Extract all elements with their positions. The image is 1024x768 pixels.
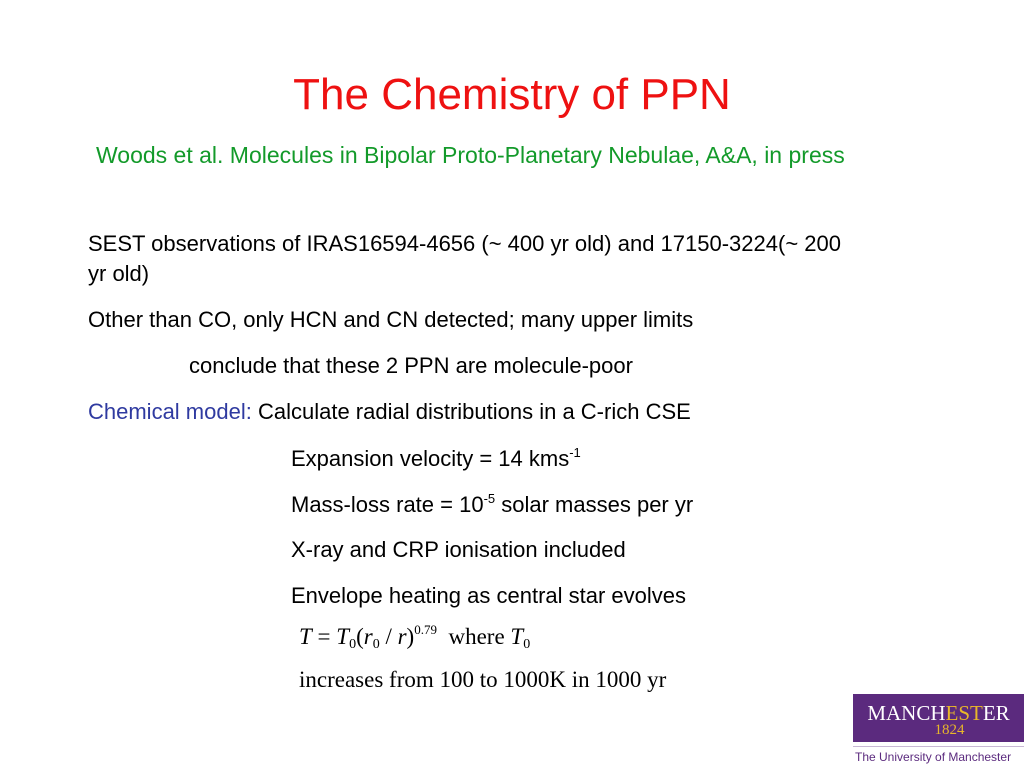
velocity-exponent: -1: [569, 445, 581, 460]
logo-university-name: The University of Manchester: [853, 746, 1024, 764]
bullet-sest-observations-line1: SEST observations of IRAS16594-4656 (~ 400 yr old) and 17150-3224(~ 200: [88, 231, 841, 256]
velocity-text: Expansion velocity = 14 kms: [291, 446, 570, 471]
eq-T0b: T: [510, 624, 524, 649]
chemical-model-label: Chemical model:: [88, 399, 252, 424]
chemical-model-text: Calculate radial distributions in a C-rich CSE: [251, 399, 691, 424]
eq-slash: /: [379, 624, 398, 649]
eq-sub0c: 0: [523, 637, 531, 652]
eq-exponent: 0.79: [414, 622, 437, 637]
massloss-text: Mass-loss rate = 10: [291, 492, 484, 517]
eq-T0: T: [336, 624, 350, 649]
eq-T: T: [299, 624, 312, 649]
eq-r0: r: [363, 624, 373, 649]
logo-word-b: EST: [945, 701, 983, 725]
massloss-exponent: -5: [483, 491, 496, 506]
logo-box: [853, 694, 1024, 742]
model-ionisation: X-ray and CRP ionisation included: [291, 537, 626, 562]
model-expansion-velocity: [291, 446, 581, 472]
eq-open-paren: (: [356, 624, 364, 649]
logo-word-a: MANCH: [867, 701, 946, 725]
eq-r: r: [397, 624, 407, 649]
eq-close-paren: ): [406, 624, 415, 649]
eq-equals: =: [311, 624, 337, 649]
bullet-conclusion: conclude that these 2 PPN are molecule-poor: [189, 353, 633, 378]
eq-where: where: [436, 624, 511, 649]
model-mass-loss-rate: [291, 492, 693, 518]
temperature-increase-text: increases from 100 to 1000K in 1000 yr: [299, 667, 667, 692]
eq-sub0b: 0: [372, 637, 380, 652]
massloss-rest: solar masses per yr: [495, 492, 694, 517]
model-envelope-heating: Envelope heating as central star evolves: [291, 583, 687, 608]
logo-word-c: ER: [982, 701, 1010, 725]
logo-year: 1824: [934, 722, 965, 738]
temperature-equation: [299, 624, 530, 650]
bullet-detections: Other than CO, only HCN and CN detected; many upper limits: [88, 307, 694, 332]
bullet-sest-observations-line2: yr old): [88, 261, 150, 286]
slide-title: The Chemistry of PPN: [293, 70, 731, 119]
eq-sub0: 0: [349, 637, 357, 652]
bullet-chemical-model: [88, 399, 691, 425]
university-of-manchester-logo: [853, 694, 1024, 768]
slide-subtitle-citation: Woods et al. Molecules in Bipolar Proto-Planetary Nebulae, A&A, in press: [96, 142, 845, 168]
